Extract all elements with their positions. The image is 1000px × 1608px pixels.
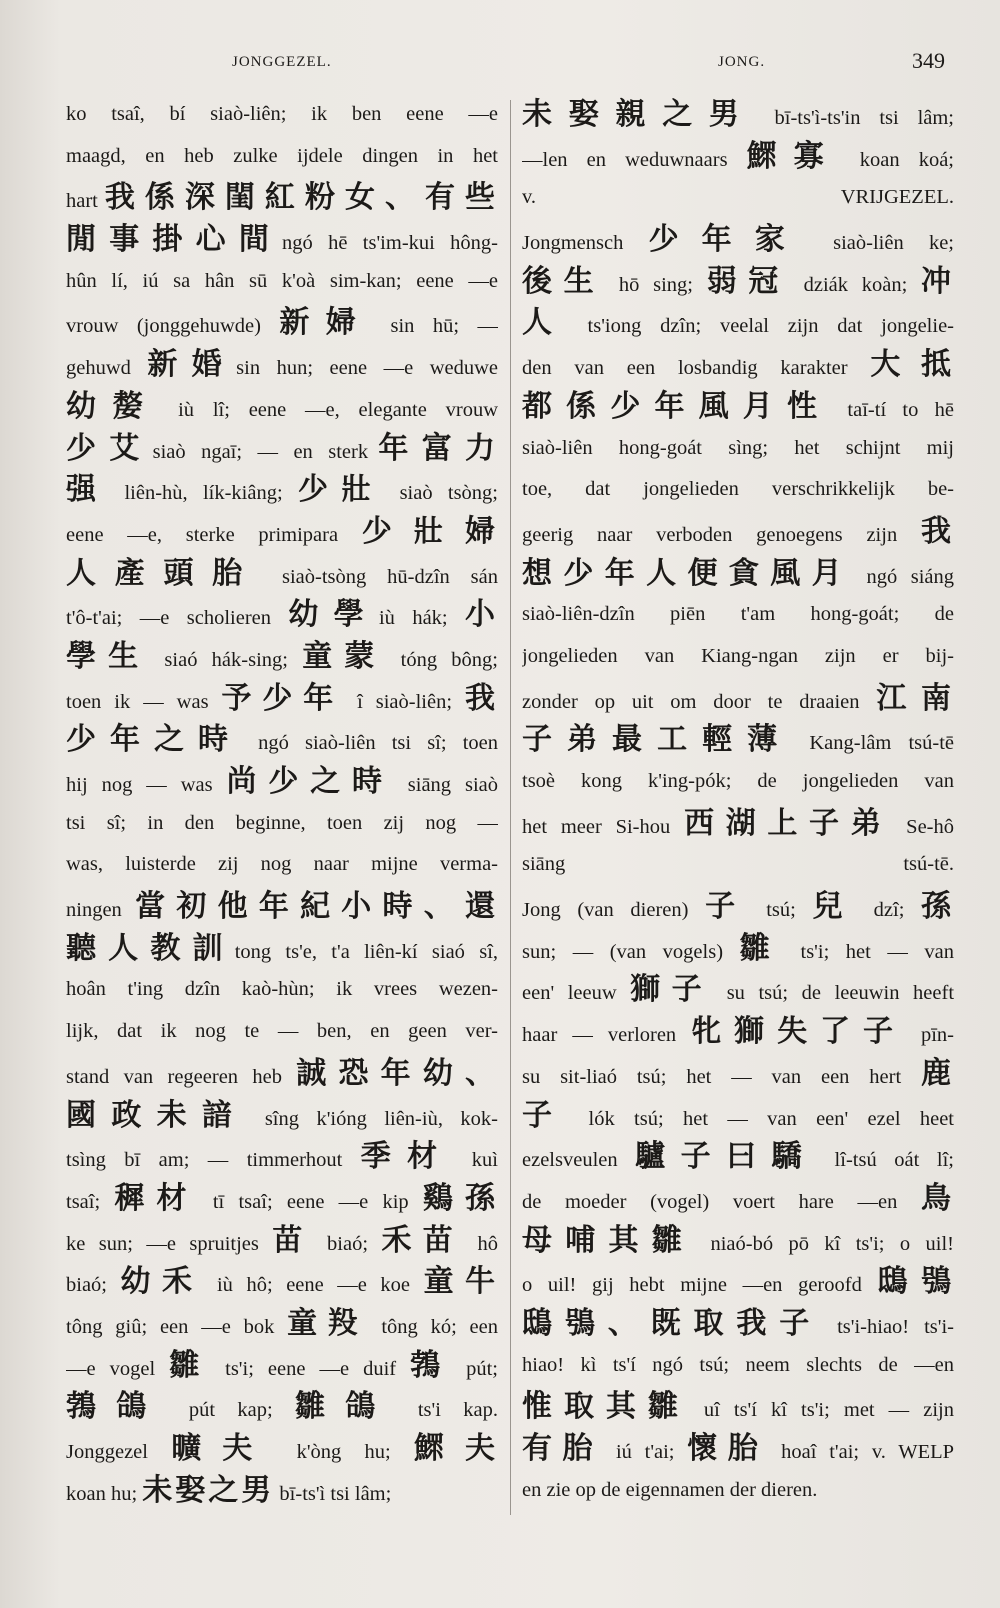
text-line: geerig naar verboden genoegens zijn 我 bbox=[522, 513, 954, 549]
text-line: 幼嫠 iù lî; eene —e, elegante vrouw bbox=[66, 388, 498, 424]
text-line: o uil! gij hebt mijne —en geroofd 鴟鴞 bbox=[522, 1264, 954, 1300]
running-head-left: JONGGEZEL. bbox=[232, 54, 332, 70]
text-line: tsìng bī am; — timmerhout 季材 kuì bbox=[66, 1139, 498, 1175]
text-line: ezelsveulen 驢子曰驕 lî-tsú oát lî; bbox=[522, 1139, 954, 1175]
text-line: 少年之時 ngó siaò-liên tsi sî; toen bbox=[66, 722, 498, 758]
text-line: den van een losbandig karakter 大抵 bbox=[522, 347, 954, 383]
text-line: 鵓鴿 pút kap; 雛鴿 ts'i kap. bbox=[66, 1389, 498, 1425]
text-line: de moeder (vogel) voert hare —en 鳥 bbox=[522, 1180, 954, 1216]
text-line: Jong (van dieren) 子 tsú; 兒 dzî; 孫 bbox=[522, 889, 954, 925]
text-line: 子弟最工輕薄 Kang-lâm tsú-tē bbox=[522, 722, 954, 758]
text-line: siāng tsú-tē. bbox=[522, 853, 954, 876]
text-line: en zie op de eigennamen der dieren. bbox=[522, 1478, 818, 1501]
text-line: tsi sî; in den beginne, toen zij nog — bbox=[66, 811, 498, 834]
text-line: tsoè kong k'ing-pók; de jongelieden van bbox=[522, 770, 954, 792]
text-line: 惟取其雛 uî ts'í kî ts'i; met — zijn bbox=[522, 1389, 954, 1425]
text-line: —len en weduwnaars 鰥寡 koan koá; bbox=[522, 138, 954, 174]
text-line: —e vogel 雛 ts'i; eene —e duif 鵓 pút; bbox=[66, 1347, 498, 1383]
text-line: 學生 siaó hák-sing; 童蒙 tóng bông; bbox=[66, 638, 498, 674]
text-line: Jongmensch 少年家 siaò-liên ke; bbox=[522, 222, 954, 258]
text-line: 想少年人便貪風月 ngó siáng bbox=[522, 555, 954, 591]
text-line: siaò-liên-dzîn piēn t'am hong-goát; de bbox=[522, 603, 954, 626]
text-line: 閒事掛心間ngó hē ts'im-kui hông- bbox=[66, 222, 498, 258]
left-column bbox=[66, 94, 498, 1511]
text-line: 國政未諳 sîng k'ióng liên-iù, kok- bbox=[66, 1097, 498, 1133]
text-line: koan hu; 未娶之男 bī-ts'ì tsi lâm; bbox=[66, 1472, 392, 1508]
text-line: toen ik — was 予少年 î siaò-liên; 我 bbox=[66, 680, 498, 716]
text-line: sun; — (van vogels) 雛 ts'i; het — van bbox=[522, 930, 954, 966]
text-line: 子 lók tsú; het — van een' ezel heet bbox=[522, 1097, 954, 1133]
text-line: hart我係深閨紅粉女、有些 bbox=[66, 180, 498, 216]
text-line: tsaî; 穉材 tī tsaî; eene —e kip 鷄孫 bbox=[66, 1180, 498, 1216]
text-line: 有胎 iú t'ai; 懷胎 hoaî t'ai; v. WELP bbox=[522, 1431, 954, 1466]
text-line: 後生 hō sing; 弱冠 dziák koàn; 冲 bbox=[522, 263, 954, 299]
text-line: 未娶親之男 bī-ts'ì-ts'in tsi lâm; bbox=[522, 97, 954, 132]
text-line: hij nog — was 尚少之時 siāng siaò bbox=[66, 764, 498, 799]
text-line: 鴟鴞、既取我子 ts'i-hiao! ts'i- bbox=[522, 1305, 954, 1341]
text-line: v. VRIJGEZEL. bbox=[522, 186, 954, 209]
text-line: biaó; 幼禾 iù hô; eene —e koe 童牛 bbox=[66, 1264, 498, 1300]
text-line: zonder op uit om door te draaien 江南 bbox=[522, 680, 954, 716]
text-line: Jonggezel 曠夫 k'òng hu; 鰥夫 bbox=[66, 1431, 498, 1466]
running-head bbox=[0, 48, 1000, 80]
text-line: 强 liên-hù, lík-kiâng; 少壯 siaò tsòng; bbox=[66, 472, 498, 508]
text-line: maagd, en heb zulke ijdele dingen in het bbox=[66, 144, 498, 167]
text-line: hiao! kì ts'í ngó tsú; neem slechts de —en bbox=[522, 1353, 954, 1376]
text-line: ke sun; —e spruitjes 苗 biaó; 禾苗 hô bbox=[66, 1222, 498, 1258]
text-line: 人 ts'iong dzîn; veelal zijn dat jongelie- bbox=[522, 305, 954, 341]
text-line: het meer Si-hou 西湖上子弟 Se-hô bbox=[522, 805, 954, 841]
text-line: vrouw (jonggehuwde) 新婦 sin hū; — bbox=[66, 305, 498, 341]
text-line: eene —e, sterke primipara 少壯婦 bbox=[66, 513, 498, 549]
column-divider bbox=[510, 100, 511, 1515]
text-line: su sit-liaó tsú; het — van een hert 鹿 bbox=[522, 1055, 954, 1091]
text-line: gehuwd 新婚sin hun; eene —e weduwe bbox=[66, 347, 498, 383]
page-number: 349 bbox=[912, 48, 945, 73]
text-line: haar — verloren 牝獅失了子 pīn- bbox=[522, 1014, 954, 1050]
text-line: stand van regeeren heb 誠恐年幼、 bbox=[66, 1055, 498, 1091]
text-line: toe, dat jongelieden verschrikkelijk be- bbox=[522, 478, 954, 501]
text-line: hoân t'ing dzîn kaò-hùn; ik vrees wezen- bbox=[66, 978, 498, 1001]
right-column bbox=[522, 94, 954, 1511]
running-head-center: JONG. bbox=[718, 54, 766, 70]
text-line: ningen 當初他年紀小時、還 bbox=[66, 889, 498, 925]
text-line: t'ô-t'ai; —e scholieren 幼學iù hák; 小 bbox=[66, 597, 498, 633]
text-line: 母哺其雛 niaó-bó pō kî ts'i; o uil! bbox=[522, 1222, 954, 1258]
text-line: lijk, dat ik nog te — ben, en geen ver- bbox=[66, 1020, 498, 1043]
text-line: 都係少年風月性 taī-tí to hē bbox=[522, 388, 954, 424]
text-line: jongelieden van Kiang-ngan zijn er bij- bbox=[522, 644, 954, 667]
text-line: 人產頭胎 siaò-tsòng hū-dzîn sán bbox=[66, 555, 498, 591]
text-line: 聽人教訓tong ts'e, t'a liên-kí siaó sî, bbox=[66, 930, 498, 966]
text-line: tông giû; een —e bok 童羖 tông kó; een bbox=[66, 1305, 498, 1341]
text-line: was, luisterde zij nog naar mijne verma- bbox=[66, 853, 498, 876]
text-line: een' leeuw 獅子 su tsú; de leeuwin heeft bbox=[522, 972, 954, 1008]
text-line: ko tsaî, bí siaò-liên; ik ben eene —e bbox=[66, 103, 498, 125]
text-line: 少艾siaò ngaī; — en sterk年富力 bbox=[66, 430, 498, 466]
text-line: hûn lí, iú sa hân sū k'oà sim-kan; eene —e bbox=[66, 269, 498, 292]
text-line: siaò-liên hong-goát sìng; het schijnt mij bbox=[522, 436, 954, 459]
